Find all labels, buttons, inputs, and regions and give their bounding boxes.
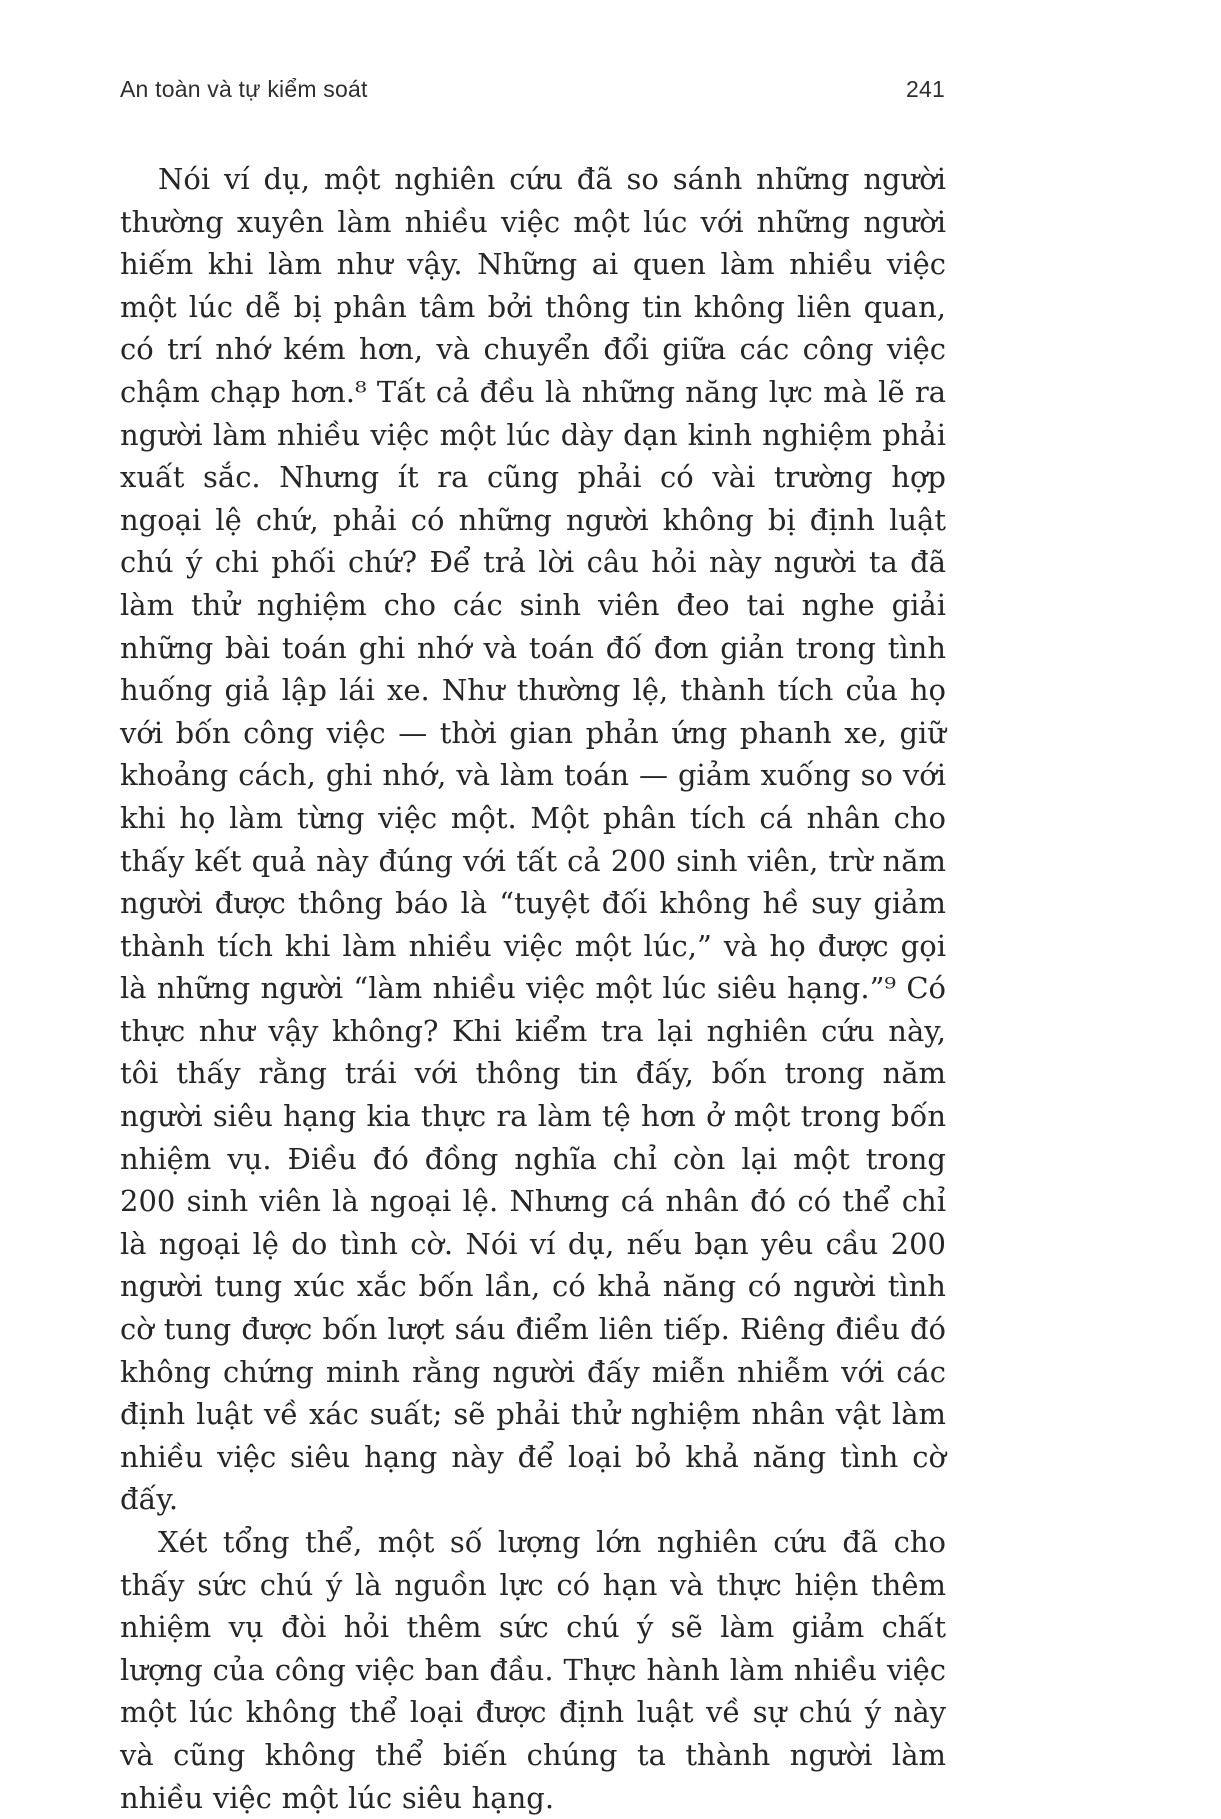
running-header-title: An toàn và tự kiểm soát — [120, 76, 368, 102]
body-text-column — [120, 158, 946, 1819]
paragraph: Nói ví dụ, một nghiên cứu đã so sánh những người thường xuyên làm nhiều việc một lúc với những người hiếm khi làm như vậy. Những ai quen làm nhiều việc một lúc dễ bị phân tâm bởi thông tin không liên quan, có trí nhớ kém hơn, và chuyển đổi giữa các công việc chậm chạp hơn.⁸ Tất cả đều là những năng lực mà lẽ ra người làm nhiều việc một lúc dày dạn kinh nghiệm phải xuất sắc. Nhưng ít ra cũng phải có vài trường hợp ngoại lệ chứ, phải có những người không bị định luật chú ý chi phối chứ? Để trả lời câu hỏi này người ta đã làm thử nghiệm cho các sinh viên đeo tai nghe giải những bài toán ghi nhớ và toán đố đơn giản trong tình huống giả lập lái xe. Như thường lệ, thành tích của họ với bốn công việc — thời gian phản ứng phanh xe, giữ khoảng cách, ghi nhớ, và làm toán — giảm xuống so với khi họ làm từng việc một. Một phân tích cá nhân cho thấy kết quả này đúng với tất cả 200 sinh viên, trừ năm người được thông báo là “tuyệt đối không hề suy giảm thành tích khi làm nhiều việc một lúc,” và họ được gọi là những người “làm nhiều việc một lúc siêu hạng.”⁹ Có thực như vậy không? Khi kiểm tra lại nghiên cứu này, tôi thấy rằng trái với thông tin đấy, bốn trong năm người siêu hạng kia thực ra làm tệ hơn ở một trong bốn nhiệm vụ. Điều đó đồng nghĩa chỉ còn lại một trong 200 sinh viên là ngoại lệ. Nhưng cá nhân đó có thể chỉ là ngoại lệ do tình cờ. Nói ví dụ, nếu bạn yêu cầu 200 người tung xúc xắc bốn lần, có khả năng có người tình cờ tung được bốn lượt sáu điểm liên tiếp. Riêng điều đó không chứng minh rằng người đấy miễn nhiễm với các định luật về xác suất; sẽ phải thử nghiệm nhân vật làm nhiều việc siêu hạng này để loại bỏ khả năng tình cờ đấy. — [120, 162, 946, 1517]
running-header — [120, 76, 945, 103]
page-number: 241 — [906, 76, 945, 102]
paragraph: Xét tổng thể, một số lượng lớn nghiên cứu đã cho thấy sức chú ý là nguồn lực có hạn và thực hiện thêm nhiệm vụ đòi hỏi thêm sức chú ý sẽ làm giảm chất lượng của công việc ban đầu. Thực hành làm nhiều việc một lúc không thể loại được định luật về sự chú ý này và cũng không thể biến chúng ta thành người làm nhiều việc một lúc siêu hạng. — [120, 1525, 946, 1815]
